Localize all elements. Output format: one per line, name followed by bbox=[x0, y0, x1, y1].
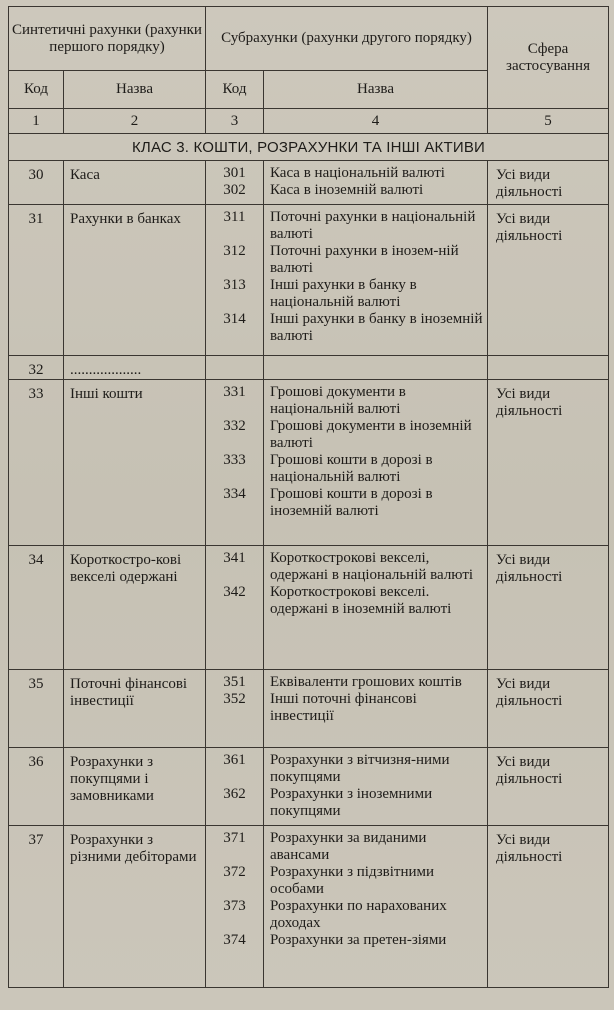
subaccount-names bbox=[264, 670, 488, 748]
subaccounts-header: Субрахунки (рахунки другого порядку) bbox=[206, 7, 488, 71]
subaccount-codes bbox=[206, 748, 264, 826]
subaccount-name: Розрахунки за виданими авансами bbox=[270, 830, 427, 863]
subaccount-code: 351 bbox=[223, 674, 246, 690]
subaccount-code: 313 bbox=[223, 277, 246, 293]
subaccount-code: 312 bbox=[223, 243, 246, 259]
scope-of-application: Усі види діяльності bbox=[488, 380, 609, 546]
subaccount-code: 311 bbox=[223, 209, 246, 225]
subaccount-code: 342 bbox=[223, 584, 246, 600]
subaccount-name: Грошові кошти в дорозі в національній валюті bbox=[270, 452, 433, 485]
account-code: 34 bbox=[9, 546, 64, 670]
subaccount-code: 333 bbox=[223, 452, 246, 468]
subaccount-code: 352 bbox=[223, 691, 246, 707]
scope-header: Сфера застосування bbox=[488, 7, 609, 109]
subaccount-name: Розрахунки з вітчизня-ними покупцями bbox=[270, 752, 450, 785]
subaccount-code: 374 bbox=[223, 932, 246, 948]
subaccount-code: 341 bbox=[223, 550, 246, 566]
subaccount-code: 331 bbox=[223, 384, 246, 400]
account-name: ................... bbox=[64, 356, 206, 380]
subaccount-name: Короткострокові векселі. одержані в іноземній валюті bbox=[270, 584, 452, 617]
subaccount-name: Розрахунки з іноземними покупцями bbox=[270, 786, 433, 819]
subaccount-code: 361 bbox=[223, 752, 246, 768]
scope-of-application: Усі види діяльності bbox=[488, 205, 609, 356]
scope-of-application: Усі види діяльності bbox=[488, 161, 609, 205]
column-number: 1 bbox=[9, 109, 64, 134]
account-code: 30 bbox=[9, 161, 64, 205]
column-number: 5 bbox=[488, 109, 609, 134]
subaccount-code: 332 bbox=[223, 418, 246, 434]
subaccount-names bbox=[264, 380, 488, 546]
subaccount-name: Грошові документи в іноземній валюті bbox=[270, 418, 472, 451]
account-name: Інші кошти bbox=[64, 380, 206, 546]
subaccount-code: 372 bbox=[223, 864, 246, 880]
subaccount-name: Розрахунки з підзвітними особами bbox=[270, 864, 435, 897]
account-row bbox=[9, 670, 609, 748]
subaccount-name: Інші поточні фінансові інвестиції bbox=[270, 691, 417, 724]
account-name: Короткостро-кові векселі одержані bbox=[64, 546, 206, 670]
subaccount-name: Еквіваленти грошових коштів bbox=[270, 674, 462, 690]
subaccount-name: Інші рахунки в банку в іноземній валюті bbox=[270, 311, 483, 344]
subaccount-name: Інші рахунки в банку в національній валюті bbox=[270, 277, 417, 310]
account-code: 33 bbox=[9, 380, 64, 546]
subaccount-name: Каса в національній валюті bbox=[270, 165, 445, 181]
account-row bbox=[9, 748, 609, 826]
subaccount-code: 371 bbox=[223, 830, 246, 846]
account-code: 31 bbox=[9, 205, 64, 356]
subaccount-name: Розрахунки по нарахованих доходах bbox=[270, 898, 447, 931]
subaccount-name: Каса в іноземній валюті bbox=[270, 182, 424, 198]
scope-of-application bbox=[488, 356, 609, 380]
subaccount-code: 301 bbox=[223, 165, 246, 181]
subaccount-name: Поточні рахунки в національній валюті bbox=[270, 209, 476, 242]
code-column-header: Код bbox=[9, 71, 64, 109]
account-name: Каса bbox=[64, 161, 206, 205]
subaccount-names bbox=[264, 161, 488, 205]
account-name: Розрахунки з покупцями і замовниками bbox=[64, 748, 206, 826]
account-code: 37 bbox=[9, 826, 64, 988]
account-name: Рахунки в банках bbox=[64, 205, 206, 356]
subaccount-codes bbox=[206, 356, 264, 380]
name-column-header: Назва bbox=[64, 71, 206, 109]
scope-of-application: Усі види діяльності bbox=[488, 826, 609, 988]
subaccount-code: 302 bbox=[223, 182, 246, 198]
subaccount-names bbox=[264, 826, 488, 988]
subaccount-code: 362 bbox=[223, 786, 246, 802]
column-number: 2 bbox=[64, 109, 206, 134]
account-row bbox=[9, 205, 609, 356]
subcode-column-header: Код bbox=[206, 71, 264, 109]
account-row bbox=[9, 546, 609, 670]
account-code: 36 bbox=[9, 748, 64, 826]
subaccount-codes bbox=[206, 670, 264, 748]
account-name: Розрахунки з різними дебіторами bbox=[64, 826, 206, 988]
subaccount-names bbox=[264, 748, 488, 826]
account-row bbox=[9, 161, 609, 205]
column-number: 4 bbox=[264, 109, 488, 134]
account-name: Поточні фінансові інвестиції bbox=[64, 670, 206, 748]
subaccount-codes bbox=[206, 380, 264, 546]
account-row bbox=[9, 826, 609, 988]
chart-of-accounts-table bbox=[8, 6, 609, 988]
account-row bbox=[9, 356, 609, 380]
account-row bbox=[9, 380, 609, 546]
subaccount-codes bbox=[206, 161, 264, 205]
scope-of-application: Усі види діяльності bbox=[488, 748, 609, 826]
subaccount-name: Грошові документи в національній валюті bbox=[270, 384, 406, 417]
subaccount-name: Грошові кошти в дорозі в іноземній валюті bbox=[270, 486, 433, 519]
subaccount-name: Короткострокові векселі, одержані в національній валюті bbox=[270, 550, 474, 583]
scope-of-application: Усі види діяльності bbox=[488, 670, 609, 748]
account-code: 35 bbox=[9, 670, 64, 748]
class-title: КЛАС 3. КОШТИ, РОЗРАХУНКИ ТА ІНШІ АКТИВИ bbox=[9, 134, 609, 161]
column-number: 3 bbox=[206, 109, 264, 134]
subaccount-code: 373 bbox=[223, 898, 246, 914]
subaccount-code: 334 bbox=[223, 486, 246, 502]
subaccount-codes bbox=[206, 826, 264, 988]
subaccount-codes bbox=[206, 546, 264, 670]
synthetic-accounts-header: Синтетичні рахунки (рахунки першого порядку) bbox=[9, 7, 206, 71]
subaccount-name: Поточні рахунки в інозем-ній валюті bbox=[270, 243, 459, 276]
subaccount-name: Розрахунки за претен-зіями bbox=[270, 932, 447, 948]
subaccount-names bbox=[264, 205, 488, 356]
subname-column-header: Назва bbox=[264, 71, 488, 109]
subaccount-code: 314 bbox=[223, 311, 246, 327]
account-code: 32 bbox=[9, 356, 64, 380]
subaccount-names bbox=[264, 356, 488, 380]
subaccount-codes bbox=[206, 205, 264, 356]
scope-of-application: Усі види діяльності bbox=[488, 546, 609, 670]
subaccount-names bbox=[264, 546, 488, 670]
